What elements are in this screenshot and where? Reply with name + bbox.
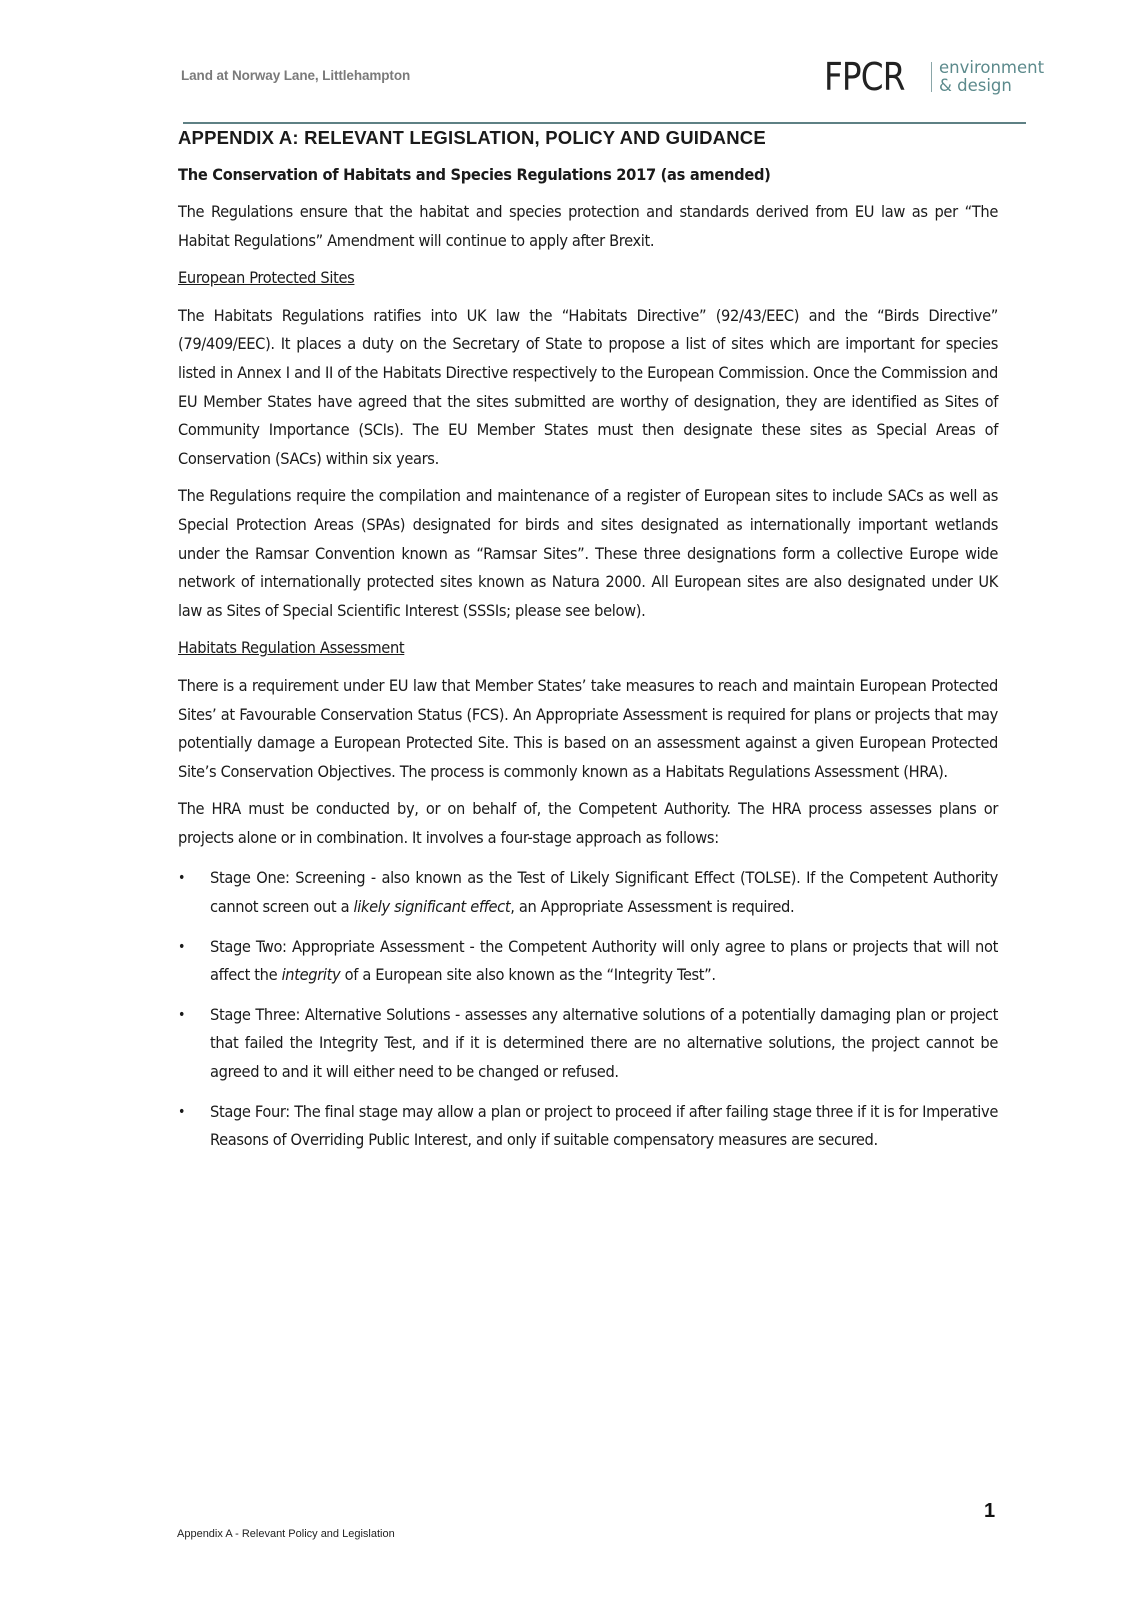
stage-text-end: of a European site also known as the “Integrity Test”.: [340, 965, 716, 985]
section-heading-hra: Habitats Regulation Assessment: [178, 638, 405, 658]
logo-separator: [931, 62, 932, 92]
stage-text: Stage Three: Alternative Solutions - assesses any alternative solutions of a potentially damaging plan or project that failed the Integrity Test, and if it is determined there are no alternative solutions, the project cannot be agreed to and it will either need to be changed or refused.: [210, 1004, 998, 1082]
stage-emphasis: integrity: [281, 965, 341, 985]
logo-wordmark: FPCR: [824, 55, 905, 99]
section-heading-european-protected-sites: European Protected Sites: [178, 268, 355, 288]
header-divider: [183, 122, 1026, 124]
document-body: [178, 125, 998, 1166]
intro-paragraph: The Regulations ensure that the habitat and species protection and standards derived from EU law as per “The Habitat Regulations” Amendment will continue to apply after Brexit.: [178, 202, 998, 250]
page-title: APPENDIX A: RELEVANT LEGISLATION, POLICY AND GUIDANCE: [178, 127, 766, 148]
bullet-icon: •: [178, 938, 186, 955]
logo-tagline-line2: & design: [939, 76, 1012, 95]
list-item-stage-four: [178, 1098, 998, 1155]
footer-label: Appendix A - Relevant Policy and Legislation: [177, 1528, 395, 1540]
stage-text-end: , an Appropriate Assessment is required.: [510, 897, 795, 917]
list-item-stage-one: [178, 864, 998, 921]
stages-list: [178, 864, 998, 1154]
paragraph: The Regulations require the compilation and maintenance of a register of European sites to include SACs as well as Special Protection Areas (SPAs) designated for birds and sites designated as internationally important wetlands under the Ramsar Convention known as “Ramsar Sites”. These three designations form a collective Europe wide network of internationally protected sites known as Natura 2000. All European sites are also designated under UK law as Sites of Special Scientific Interest (SSSIs; please see below).: [178, 486, 998, 620]
list-item-stage-two: [178, 933, 998, 990]
stage-text: Stage Four: The final stage may allow a plan or project to proceed if after failing stage three if it is for Imperative Reasons of Overriding Public Interest, and only if suitable compensatory measures are secured.: [210, 1101, 998, 1150]
paragraph: The HRA must be conducted by, or on behalf of, the Competent Authority. The HRA process assesses plans or projects alone or in combination. It involves a four-stage approach as follows:: [178, 799, 998, 847]
fpcr-logo: [824, 55, 1045, 99]
logo-tagline: [939, 59, 1044, 95]
header-project-name: Land at Norway Lane, Littlehampton: [181, 68, 411, 83]
paragraph: There is a requirement under EU law that Member States’ take measures to reach and maintain European Protected Sites’ at Favourable Conservation Status (FCS). An Appropriate Assessment is required for plans or projects that may potentially damage a European Protected Site. This is based on an assessment against a given European Protected Site’s Conservation Objectives. The process is commonly known as a Habitats Regulations Assessment (HRA).: [178, 675, 998, 781]
bullet-icon: •: [178, 870, 186, 887]
page-number: 1: [984, 1500, 996, 1522]
list-item-stage-three: [178, 1001, 998, 1087]
bullet-icon: •: [178, 1006, 186, 1023]
section-subtitle: The Conservation of Habitats and Species Regulations 2017 (as amended): [178, 165, 771, 184]
stage-text: Stage Two: Appropriate Assessment - the Competent Authority will only agree to plans or projects that will not affect the: [210, 936, 998, 985]
logo-tagline-line1: environment: [939, 58, 1045, 77]
paragraph: The Habitats Regulations ratifies into UK law the “Habitats Directive” (92/43/EEC) and the “Birds Directive” (79/409/EEC). It places a duty on the Secretary of State to propose a list of sites which are important for species listed in Annex I and II of the Habitats Directive respectively to the European Commission. Once the Commission and EU Member States have agreed that the sites submitted are worthy of designation, they are identified as Sites of Community Importance (SCIs). The EU Member States must then designate these sites as Special Areas of Conservation (SACs) within six years.: [178, 305, 998, 468]
stage-emphasis: likely significant effect: [353, 897, 511, 917]
stage-text: Stage One: Screening - also known as the Test of Likely Significant Effect (TOLSE). If the Competent Authority cannot screen out a: [210, 868, 998, 917]
bullet-icon: •: [178, 1103, 186, 1120]
